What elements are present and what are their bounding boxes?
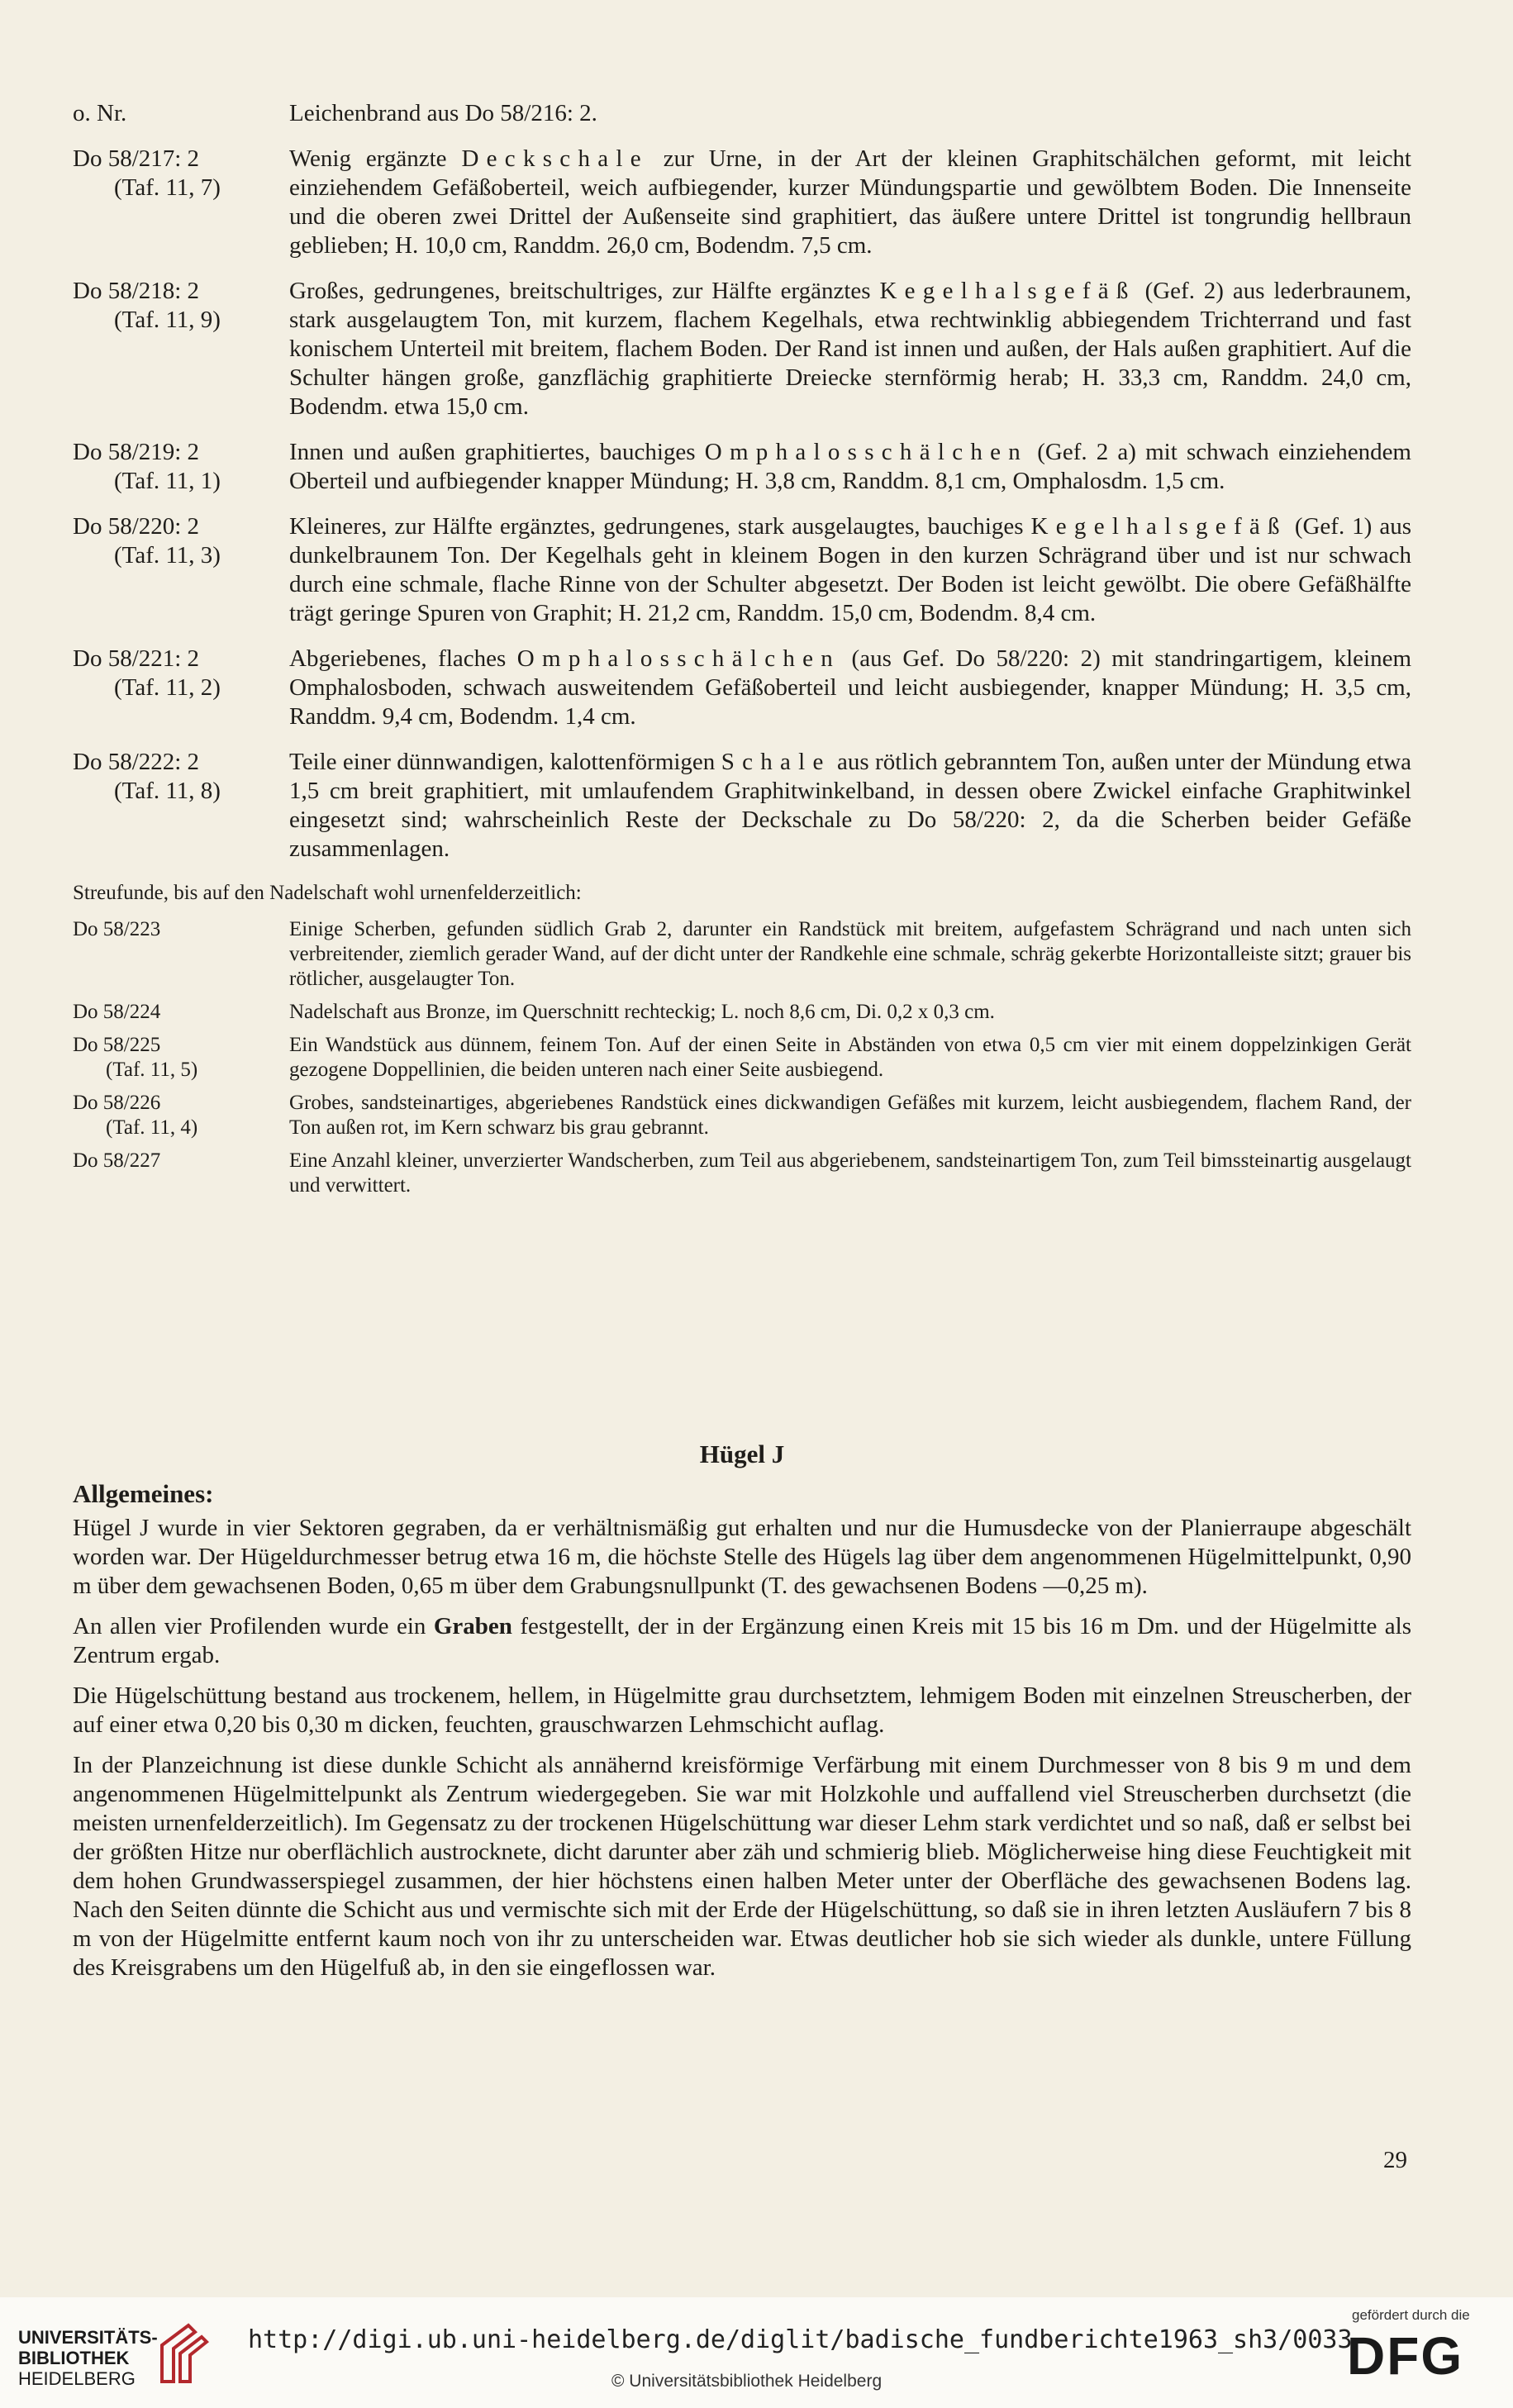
catalog-entry: [73, 277, 1411, 421]
funding-note: gefördert durch die: [1352, 2307, 1470, 2323]
entry-number: Do 58/219: 2 (Taf. 11, 1): [73, 439, 221, 494]
entry-text: Ein Wandstück aus dünnem, feinem Ton. Auf der einen Seite in Abständen von etwa 0,5 cm vier mit einem doppelzinkigen Gerät gezogene Doppellinien, die beiden unteren nach einer Seite ausbiegend.: [289, 1034, 1411, 1081]
entry-text: Innen und außen graphitiertes, bauchiges Omphalosschälchen (Gef. 2 a) mit schwach einziehendem Oberteil und aufbiegender knapper Mündung; H. 3,8 cm, Randdm. 8,1 cm, Omphalosdm. 1,5 cm.: [289, 439, 1411, 494]
object-term: Schale: [721, 749, 831, 775]
entry-number: Do 58/226 (Taf. 11, 4): [73, 1092, 198, 1139]
entry-text: Teile einer dünnwandigen, kalottenförmigen Schale aus rötlich gebranntem Ton, außen unter der Mündung etwa 1,5 cm breit graphitiert, mit umlaufendem Graphitwinkelband, in dessen obere Zwickel einfache Graphitwinkel eingesetzt sind; wahrscheinlich Reste der Deckschale zu Do 58/220: 2, da die Scherben beider Gefäße zusammenlagen.: [289, 749, 1412, 862]
hugel-j-section: [73, 1440, 1411, 1994]
entry-text: Großes, gedrungenes, breitschultriges, zur Hälfte ergänztes Kegelhalsgefäß (Gef. 2) aus lederbraunem, stark ausgelaugtem Ton, mit kurzem, flachem Kegelhals, etwa rechtwinklig abbiegendem Trichterrand und fast konischem Unterteil mit breitem, flachem Boden. Der Rand ist innen und außen, der Hals außen graphitiert. Auf die Schulter hängen große, ganzflächig graphitierte Dreiecke sternförmig herab; H. 33,3 cm, Randdm. 24,0 cm, Bodendm. etwa 15,0 cm.: [289, 278, 1411, 420]
entry-text: Abgeriebenes, flaches Omphalosschälchen (aus Gef. Do 58/220: 2) mit standringartigem, kleinem Omphalosboden, schwach ausweitendem Gefäßoberteil und leicht ausbiegender, knapper Mündung; H. 3,5 cm, Randdm. 9,4 cm, Bodendm. 1,4 cm.: [289, 645, 1412, 730]
entry-number: Do 58/221: 2 (Taf. 11, 2): [73, 645, 221, 701]
entry-number: Do 58/225 (Taf. 11, 5): [73, 1034, 198, 1081]
entry-text: Einige Scherben, gefunden südlich Grab 2, darunter ein Randstück mit breitem, aufgefastem Schrägrand und nach unten sich verbreitender, ziemlich gerader Wand, auf der dicht unter der Randkehle eine schmale, schräg gekerbte Horizontalleiste sitzt; grauer bis rötlicher, ausgelaugter Ton.: [289, 918, 1411, 990]
paragraph: Hügel J wurde in vier Sektoren gegraben, da er verhältnismäßig gut erhalten und nur die Humusdecke von der Planierraupe abgeschält worden war. Der Hügeldurchmesser betrug etwa 16 m, die höchste Stelle des Hügels lag über dem angenommenen Hügelmittelpunkt, 0,90 m über dem gewachsenen Boden, 0,65 m über dem Grabungsnullpunkt (T. des gewachsenen Bodens —0,25 m).: [73, 1515, 1411, 1599]
object-term: Kegelhalsgefäß: [879, 278, 1136, 304]
entry-number: Do 58/217: 2 (Taf. 11, 7): [73, 145, 221, 201]
catalog-entry: [73, 438, 1411, 496]
digitization-footer: [0, 2297, 1513, 2408]
catalog-entry: [73, 645, 1411, 731]
entry-text: Grobes, sandsteinartiges, abgeriebenes Randstück eines dickwandigen Gefäßes mit kurzem, leicht ausbiegendem, flachem Rand, der Ton außen rot, im Kern schwarz bis grau gebrannt.: [289, 1092, 1411, 1139]
entry-number: Do 58/220: 2 (Taf. 11, 3): [73, 513, 221, 569]
entry-number: Do 58/222: 2 (Taf. 11, 8): [73, 749, 221, 804]
streufund-entry: [73, 1000, 1411, 1025]
entry-text: Kleineres, zur Hälfte ergänztes, gedrungenes, stark ausgelaugtes, bauchiges Kegelhalsgefäß (Gef. 1) aus dunkelbraunem Ton. Der Kegelhals geht in kleinem Bogen in den kurzen Schrägrand über und ist nur schwach durch eine schmale, flache Rinne von der Schulter abgesetzt. Der Boden ist leicht gewölbt. Die obere Gefäßhälfte trägt geringe Spuren von Graphit; H. 21,2 cm, Randdm. 15,0 cm, Bodendm. 8,4 cm.: [289, 513, 1411, 626]
entry-text: Nadelschaft aus Bronze, im Querschnitt rechteckig; L. noch 8,6 cm, Di. 0,2 x 0,3 cm.: [289, 1001, 995, 1023]
streufund-entry: [73, 917, 1411, 992]
paragraph: Die Hügelschüttung bestand aus trockenem, hellem, in Hügelmitte grau durchsetztem, lehmigem Boden mit einzelnen Streuscherben, der auf einer etwa 0,20 bis 0,30 m dicken, feuchten, grauschwarzen Lehmschicht auflag.: [73, 1682, 1411, 1738]
entry-number: o. Nr.: [73, 100, 127, 126]
catalog-entry: [73, 99, 1411, 128]
object-term: Kegelhalsgefäß: [1030, 513, 1287, 540]
object-term: Deckschale: [461, 145, 649, 172]
streufund-entry: [73, 1033, 1411, 1083]
grave-catalog: [73, 99, 1411, 1206]
entry-number: Do 58/218: 2 (Taf. 11, 9): [73, 278, 221, 333]
library-name: UNIVERSITÄTS- BIBLIOTHEK HEIDELBERG: [18, 2327, 158, 2389]
permalink-url[interactable]: http://digi.ub.uni-heidelberg.de/diglit/badische_fundberichte1963_sh3/0033: [248, 2325, 1353, 2354]
page-number: 29: [1383, 2147, 1407, 2173]
dfg-logo: DFG: [1347, 2326, 1464, 2386]
entry-number: Do 58/224: [73, 1001, 161, 1023]
entry-text: Wenig ergänzte Deckschale zur Urne, in der Art der kleinen Graphitschälchen geformt, mit leicht einziehendem Gefäßoberteil, weich aufbiegender, kurzer Mündungspartie und gewölbtem Boden. Die Innenseite und die oberen zwei Drittel der Außenseite sind graphitiert, das äußere untere Drittel ist tongrundig hellbraun geblieben; H. 10,0 cm, Randdm. 26,0 cm, Bodendm. 7,5 cm.: [289, 145, 1411, 259]
entry-number: Do 58/227: [73, 1149, 161, 1172]
catalog-entry: [73, 748, 1411, 864]
catalog-entry: [73, 512, 1411, 628]
streufund-entry: [73, 1091, 1411, 1140]
paragraph: In der Planzeichnung ist diese dunkle Schicht als annähernd kreisförmige Verfärbung mit einem Durchmesser von 8 bis 9 m und dem angenommenen Hügelmittelpunkt als Zentrum wiedergegeben. Sie war mit Holzkohle und auffallend viel Streuscherben durchsetzt (die meisten urnenfelderzeitlich). Im Gegensatz zu der trockenen Hügelschüttung war dieser Lehm stark verdichtet und so naß, daß er selbst bei der größten Hitze nur oberflächlich austrocknete, dicht darunter aber zäh und schmierig blieb. Möglicherweise hing diese Feuchtigkeit mit dem hohen Grundwasserspiegel zusammen, der hier höchstens einen halben Meter unter der Oberfläche des gewachsenen Bodens lag. Nach den Seiten dünnte die Schicht aus und vermischte sich mit der Erde der Hügelschüttung, so daß sie in ihren letzten Ausläufern 7 bis 8 m von der Hügelmitte entfernt kaum noch von ihr zu unterscheiden war. Etwas deutlicher hob sie sich wieder als dunkle, untere Füllung des Kreisgrabens um den Hügelfuß ab, in den sie eingeflossen war.: [73, 1752, 1411, 1981]
entry-number: Do 58/223: [73, 918, 161, 940]
copyright-notice: © Universitätsbibliothek Heidelberg: [611, 2372, 883, 2391]
streufunde-heading: Streufunde, bis auf den Nadelschaft wohl urnenfelderzeitlich:: [73, 882, 582, 904]
section-title: Hügel J: [699, 1440, 785, 1468]
entry-text: Leichenbrand aus Do 58/216: 2.: [289, 100, 597, 126]
streufund-entry: [73, 1149, 1411, 1198]
library-logo-icon: [155, 2320, 221, 2387]
object-term: Omphalosschälchen: [516, 645, 841, 672]
entry-text: Eine Anzahl kleiner, unverzierter Wandscherben, zum Teil aus abgeriebenem, sandsteinartigem Ton, zum Teil bimssteinartig ausgelaugt und verwittert.: [289, 1149, 1411, 1197]
emphasis-term: Graben: [433, 1613, 512, 1639]
paragraph: An allen vier Profilenden wurde ein Graben festgestellt, der in der Ergänzung einen Kreis mit 15 bis 16 m Dm. und der Hügelmitte als Zentrum ergab.: [73, 1613, 1411, 1668]
object-term: Omphalosschälchen: [704, 439, 1029, 465]
subsection-heading: Allgemeines:: [73, 1479, 214, 1508]
catalog-entry: [73, 145, 1411, 260]
